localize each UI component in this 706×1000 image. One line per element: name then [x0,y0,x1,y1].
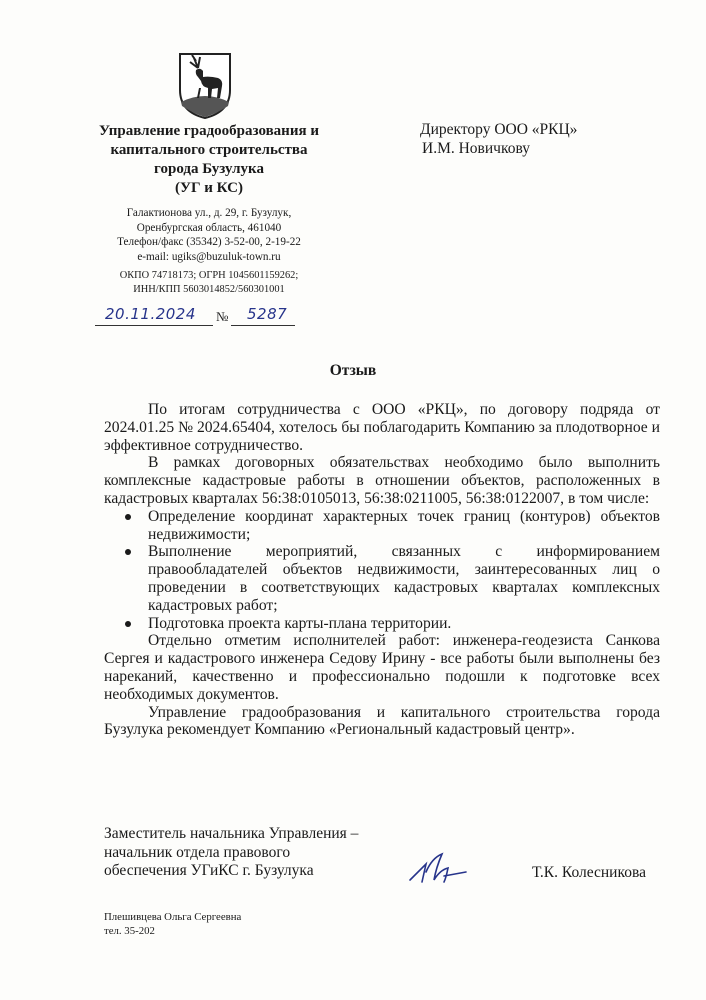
list-item-text: Подготовка проекта карты-плана территории. [148,614,452,632]
org-name-line: капитального строительства [110,142,308,158]
sender-org-name [70,122,348,198]
list-item [104,508,660,544]
reg-date: 20.11.2024 [105,305,196,323]
org-name-line: (УГ и КС) [174,180,244,196]
sender-email-line: e-mail: ugiks@buzuluk-town.ru [137,250,281,263]
body-paragraph: По итогам сотрудничества с ООО «РКЦ», по договору подряда от 2024.01.25 № 2024.65404, хотелось бы поблагодарить Компанию за плодотворное и эффективное сотрудничество. [104,401,660,454]
sender-ids [70,269,348,296]
body-paragraph: Отдельно отметим исполнителей работ: инженера-геодезиста Санкова Сергея и кадастрового инженера Седову Ирину - все работы были выполнены без нареканий, качественно и профессионально подошли к подготовке всех необходимых документов. [104,632,660,703]
bullet-icon [125,514,131,520]
sender-phone-line: Телефон/факс (35342) 3-52-00, 2-19-22 [117,236,301,249]
list-item [104,615,660,633]
signatory-position-line: начальник отдела правового [104,843,291,861]
bullet-icon [125,549,131,555]
list-item-text: Определение координат характерных точек границ (контуров) объектов недвижимости; [148,507,660,543]
sender-contacts [70,206,348,264]
list-item [104,543,660,614]
executor-phone: тел. 35-202 [104,925,155,937]
addressee-block [420,120,577,158]
bullet-icon [125,621,131,627]
reg-number-field [231,304,295,326]
executor-block [104,910,241,938]
org-name-line: города Бузулука [154,161,264,177]
works-list [104,508,660,633]
list-item-text: Выполнение мероприятий, связанных с информированием правообладателей объектов недвижимости, заинтересованных лиц о проведении в соответствующих кадастровых кварталах комплексных кадастровых работ; [148,543,660,614]
handwritten-signature-icon [404,850,474,890]
body-paragraph: В рамках договорных обязательствах необходимо было выполнить комплексные кадастровые работы в отношении объектов, расположенных в кадастровых кварталах 56:38:0105013, 56:38:0211005, 56:38:0122007, в том числе: [104,454,660,507]
body-paragraph: Управление градообразования и капитального строительства города Бузулука рекомендует Компанию «Региональный кадастровый центр». [104,703,660,739]
registration-line [95,304,295,326]
signatory-position [104,825,358,881]
sender-block [70,122,348,296]
signatory-position-line: обеспечения УГиКС г. Бузулука [104,862,314,879]
reg-number-label: № [216,309,229,324]
deer-coat-of-arms-icon [176,50,234,120]
reg-date-field [95,304,213,326]
reg-number: 5287 [247,305,288,323]
sender-region-line: Оренбургская область, 461040 [136,221,282,234]
sender-okpo-ogrn: ОКПО 74718173; ОГРН 1045601159262; [119,270,299,282]
sender-inn-kpp: ИНН/КПП 5603014852/560301001 [133,283,285,295]
addressee-position: Директору ООО «РКЦ» [420,121,578,138]
executor-name: Плешивцева Ольга Сергеевна [104,911,242,923]
sender-address-line: Галактионова ул., д. 29, г. Бузулук, [126,207,292,219]
org-name-line: Управление градообразования и [99,123,319,139]
document-title: Отзыв [329,362,377,379]
letter-body [104,401,660,739]
signatory-position-line: Заместитель начальника Управления – [104,825,359,842]
signatory-name: Т.К. Колесникова [532,864,646,881]
addressee-name: И.М. Новичкову [422,140,530,157]
